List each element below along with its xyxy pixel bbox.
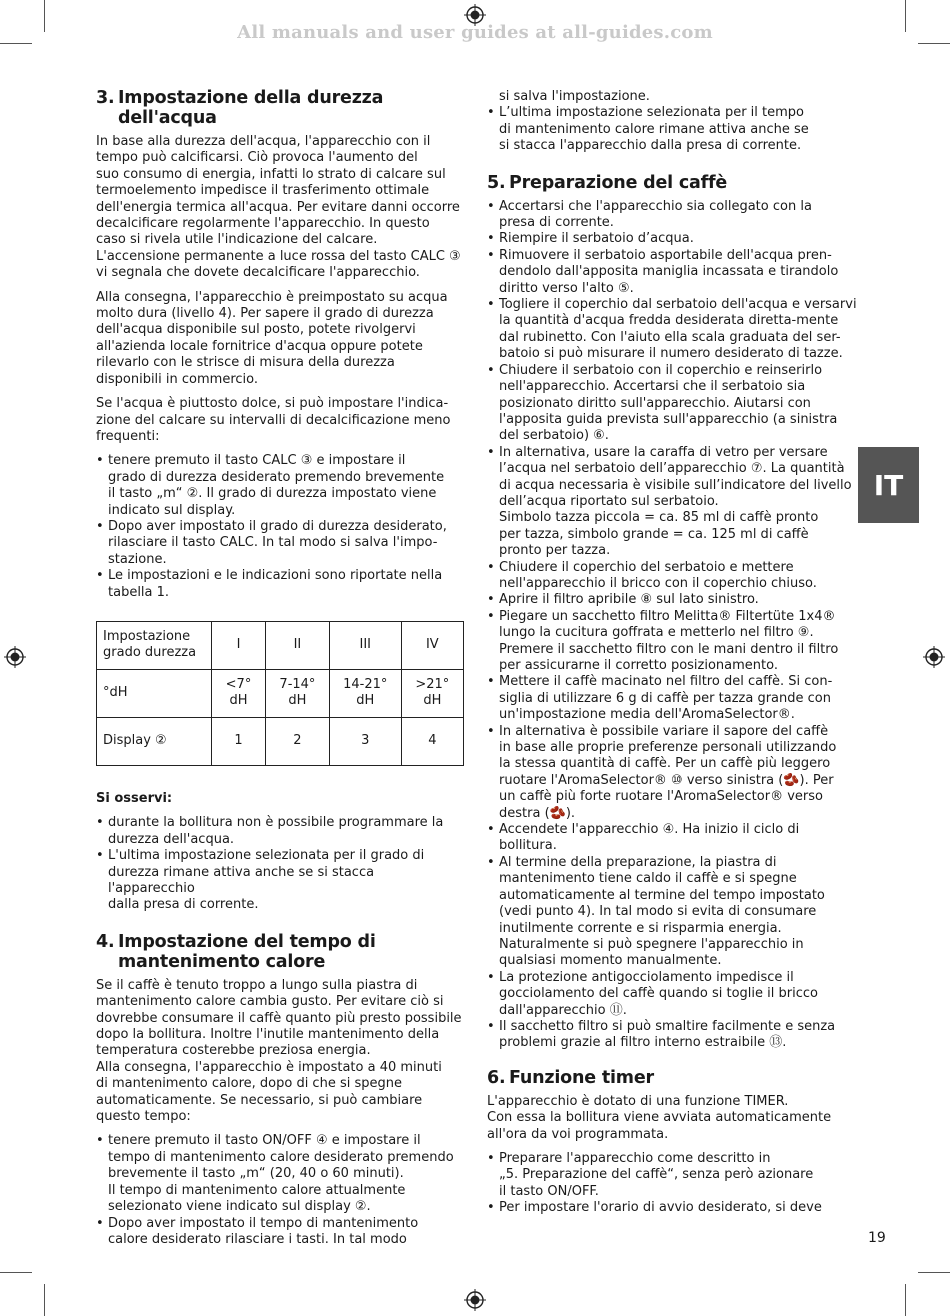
text-line: molto dura (livello 4). Per sapere il grado di durezza [96, 306, 434, 322]
text-line: Dopo aver impostato il tempo di mantenimento [108, 1215, 419, 1231]
text-line: Alla consegna, l'apparecchio è impostato a 40 minuti [96, 1059, 442, 1075]
text-line: rilasciare il tasto CALC. In tal modo si salva l'impo- [108, 535, 438, 551]
right-top-bullet-list [487, 105, 857, 154]
text-line: Mettere il caffè macinato nel filtro del caffè. Si con- [499, 674, 833, 690]
text-line: L'accensione permanente a luce rossa del tasto CALC ③ [96, 248, 461, 264]
table-cell: 3 [329, 717, 401, 765]
text-line: durante la bollitura non è possibile programmare la [108, 815, 444, 831]
text-line: l'apposita guida prevista sull'apparecchio (a sinistra [499, 411, 838, 427]
text-line: dell’acqua riportato sul serbatoio. [499, 493, 719, 509]
list-item [96, 1133, 464, 1215]
text-line: Chiudere il coperchio del serbatoio e mettere [499, 559, 794, 575]
section-5-number: 5. [487, 172, 506, 193]
section-6-paragraph-1 [487, 1094, 857, 1143]
text-line: grado di durezza desiderato premendo brevemente [108, 469, 445, 485]
text-line: inutilmente corrente e si risparmia energia. [499, 920, 782, 936]
section-3-number: 3. [96, 88, 115, 108]
list-item [487, 1200, 857, 1216]
table-cell: II [266, 621, 330, 669]
text-line: frequenti: [96, 428, 160, 444]
list-item [96, 815, 464, 848]
text-line: durezza dell'acqua. [108, 831, 235, 847]
text-line: batoio si può misurare il numero desiderato di tazze. [499, 346, 843, 362]
text-line: Chiudere il serbatoio con il coperchio e reinserirlo [499, 362, 823, 378]
text-line: In alternativa è possibile variare il sapore del caffè [499, 723, 829, 739]
section-3-heading [96, 88, 464, 128]
table-cell: IV [401, 621, 463, 669]
section-3-paragraph-2 [96, 290, 464, 388]
text-line: tenere premuto il tasto CALC ③ e impostare il [108, 453, 406, 469]
table-cell: Impostazione grado durezza [97, 621, 212, 669]
table-cell: 14-21° dH [329, 669, 401, 717]
table-row [97, 669, 464, 717]
list-item [487, 1151, 857, 1200]
text-line: posizionato diritto sull'apparecchio. Aiutarsi con [499, 395, 811, 411]
text-line: indicato sul display. [108, 502, 236, 518]
list-item [487, 445, 857, 560]
text-line: L’ultima impostazione selezionata per il tempo [499, 105, 804, 121]
section-4-title-line1: Impostazione del tempo di [118, 931, 376, 952]
watermark: All manuals and user guides at all-guides.com [237, 22, 713, 43]
table-cell: III [329, 621, 401, 669]
text-line: Al termine della preparazione, la piastra di [499, 854, 777, 870]
list-item [487, 609, 857, 675]
table-cell: >21° dH [401, 669, 463, 717]
text-line: rilevarlo con le strisce di misura della durezza [96, 355, 395, 371]
section-6-number: 6. [487, 1067, 506, 1088]
table-cell: 7-14° dH [266, 669, 330, 717]
text-line: qualsiasi momento manualmente. [499, 953, 722, 969]
list-item [487, 970, 857, 1019]
text-line: dell'acqua disponibile sul posto, potete rivolgervi [96, 322, 416, 338]
text-line: durezza rimane attiva anche se si stacca l'apparecchio [108, 864, 375, 896]
section-3-title-line2: dell'acqua [118, 108, 217, 128]
text-line: di mantenimento calore rimane attiva anche se [499, 121, 809, 137]
section-5-title: Preparazione del caffè [509, 172, 728, 193]
section-4-title-line2: mantenimento calore [118, 951, 326, 972]
registration-mark-icon [464, 1289, 486, 1311]
section-6-bullet-list [487, 1151, 857, 1217]
text-line: questo tempo: [96, 1109, 191, 1125]
text-line: Simbolo tazza piccola = ca. 85 ml di caffè pronto [499, 510, 819, 526]
text-line: selezionato viene indicato sul display ②. [108, 1199, 371, 1215]
section-3-paragraph-1 [96, 134, 464, 282]
page-number: 19 [868, 1230, 886, 1246]
text-line: ruotare l'AromaSelector® ⑩ verso sinistra (🫘). Per [499, 772, 834, 788]
text-line: dell'energia termica all'acqua. Per evitare danni occorre [96, 199, 460, 215]
text-line: Se l'acqua è piuttosto dolce, si può impostare l'indica- [96, 396, 449, 412]
section-3-title-line1: Impostazione della durezza [118, 88, 384, 108]
text-line: all'ora da voi programmata. [487, 1126, 669, 1142]
list-item [487, 855, 857, 970]
list-item [487, 592, 857, 608]
text-line: destra (🫘). [499, 805, 576, 821]
text-line: Togliere il coperchio dal serbatoio dell'acqua e versarvi [499, 297, 857, 313]
table-row [97, 621, 464, 669]
text-line: dal rubinetto. Con l'aiuto ella scala graduata del ser- [499, 329, 841, 345]
list-item [487, 822, 857, 855]
text-line: Se il caffè è tenuto troppo a lungo sulla piastra di [96, 977, 418, 993]
crop-mark [918, 1272, 950, 1273]
text-line: Preparare l'apparecchio come descritto in [499, 1150, 771, 1166]
list-item [487, 231, 857, 247]
section-4-paragraph-1 [96, 978, 464, 1126]
text-line: „5. Preparazione del caffè“, senza però azionare [499, 1167, 814, 1183]
left-column [96, 88, 464, 1256]
text-line: L'ultima impostazione selezionata per il grado di [108, 848, 425, 864]
list-item [487, 560, 857, 593]
text-line: dopo la bollitura. Inoltre l'inutile mantenimento della [96, 1027, 440, 1043]
text-line: Aprire il filtro apribile ⑧ sul lato sinistro. [499, 592, 759, 608]
text-line: brevemente il tasto „m“ (20, 40 o 60 minuti). [108, 1166, 404, 1182]
list-item [487, 724, 857, 822]
text-line: stazione. [108, 551, 167, 567]
list-item [487, 1019, 857, 1052]
text-line: decalcificare regolarmente l'apparecchio. In questo [96, 216, 430, 232]
crop-mark [905, 1284, 906, 1316]
section-4-bullet-list [96, 1133, 464, 1248]
section-6-heading [487, 1068, 857, 1088]
text-line: per assicurarne il corretto posizionamento. [499, 658, 778, 673]
text-line: La protezione antigocciolamento impedisce il [499, 969, 794, 985]
text-line: siglia di utilizzare 6 g di caffè per tazza grande con [499, 690, 831, 706]
list-item [487, 248, 857, 297]
text-line: mantenimento calore cambia gusto. Per evitare ciò si [96, 994, 444, 1010]
text-line: Con essa la bollitura viene avviata automaticamente [487, 1110, 832, 1126]
text-line: Alla consegna, l'apparecchio è preimpostato su acqua [96, 289, 448, 305]
list-item [487, 105, 857, 154]
section-6-title: Funzione timer [509, 1067, 654, 1088]
text-line: dendolo dall'apposita maniglia incassata e tirandolo [499, 264, 839, 280]
text-line: il tasto ON/OFF. [499, 1183, 599, 1199]
table-cell: 1 [212, 717, 266, 765]
text-line: la quantità d'acqua fredda desiderata diretta-mente [499, 313, 839, 329]
text-line: temperatura costerebbe preziosa energia. [96, 1043, 371, 1059]
list-item [96, 519, 464, 568]
text-line: tempo di mantenimento calore desiderato premendo [108, 1149, 454, 1165]
crop-mark [0, 1272, 32, 1273]
table-row [97, 717, 464, 765]
text-line: tenere premuto il tasto ON/OFF ④ e impostare il [108, 1133, 421, 1149]
text-line: Dopo aver impostato il grado di durezza desiderato, [108, 518, 447, 534]
text-line: Per impostare l'orario di avvio desiderato, si deve [499, 1200, 822, 1216]
crop-mark [44, 1284, 45, 1316]
text-line: la stessa quantità di caffè. Per un caffè più leggero [499, 756, 831, 772]
list-item [487, 674, 857, 723]
section-4-number: 4. [96, 931, 115, 952]
text-line: per tazza, simbolo grande = ca. 125 ml di caffè [499, 526, 809, 542]
notes-bullet-list [96, 815, 464, 913]
text-line: Accertarsi che l'apparecchio sia collegato con la [499, 198, 812, 214]
text-line: in base alle proprie preferenze personali utilizzando [499, 740, 837, 756]
text-line: Le impostazioni e le indicazioni sono riportate nella [108, 568, 443, 584]
text-line: Riempire il serbatoio d’acqua. [499, 231, 694, 247]
registration-mark-icon [923, 646, 945, 668]
text-line: calore desiderato rilasciare i tasti. In tal modo [108, 1231, 407, 1247]
notes-title: Si osservi: [96, 790, 173, 806]
section-5-bullet-list [487, 199, 857, 1052]
list-item [96, 1216, 464, 1249]
text-line: automaticamente al termine del tempo impostato [499, 887, 825, 903]
text-line: un'impostazione media dell'AromaSelector®. [499, 707, 795, 723]
text-line: suo consumo di energia, infatti lo strato di calcare sul [96, 166, 446, 182]
list-item [487, 363, 857, 445]
text-line: Piegare un sacchetto filtro Melitta® Filtertüte 1x4® [499, 608, 836, 624]
text-line: gocciolamento del caffè quando si toglie il bricco [499, 986, 818, 1002]
text-line: caso si rivela utile l'indicazione del calcare. [96, 232, 378, 248]
table-cell: °dH [97, 669, 212, 717]
text-line: nell'apparecchio il bricco con il coperchio chiuso. [499, 575, 817, 591]
text-line: dovrebbe consumare il caffè quanto più presto possibile [96, 1010, 462, 1026]
list-item [96, 568, 464, 601]
text-line: presa di corrente. [499, 215, 614, 231]
text-line: tabella 1. [108, 584, 170, 600]
text-line: Premere il sacchetto filtro con le mani dentro il filtro [499, 641, 839, 657]
crop-mark [0, 43, 32, 44]
table-cell: I [212, 621, 266, 669]
text-line: problemi grazie al filtro interno estraibile ⑬. [499, 1035, 787, 1051]
table-cell: <7° dH [212, 669, 266, 717]
text-line: pronto per tazza. [499, 543, 611, 559]
table-cell: 2 [266, 717, 330, 765]
hardness-table [96, 621, 464, 766]
continuation-line: si salva l'impostazione. [499, 89, 650, 104]
text-line: nell'apparecchio. Accertarsi che il serbatoio sia [499, 379, 806, 395]
text-line: bollitura. [499, 838, 557, 854]
text-line: In alternativa, usare la caraffa di vetro per versare [499, 444, 828, 460]
list-item [487, 297, 857, 363]
section-5-heading [487, 173, 857, 193]
text-line: diritto verso l'alto ⑤. [499, 280, 634, 296]
language-tab: IT [858, 447, 919, 523]
text-line: di mantenimento calore, dopo di che si spegne [96, 1076, 402, 1092]
crop-mark [905, 0, 906, 32]
text-line: automaticamente. Se necessario, si può cambiare [96, 1092, 423, 1108]
text-line: (vedi punto 4). In tal modo si evita di consumare [499, 904, 817, 920]
text-line: si stacca l'apparecchio dalla presa di corrente. [499, 138, 802, 154]
text-line: disponibili in commercio. [96, 371, 258, 387]
text-line: Il tempo di mantenimento calore attualmente [108, 1182, 406, 1198]
registration-mark-icon [464, 4, 486, 26]
list-item [96, 453, 464, 519]
text-line: all'azienda locale fornitrice d'acqua oppure potete [96, 338, 423, 354]
text-line: Accendete l'apparecchio ④. Ha inizio il ciclo di [499, 822, 800, 838]
text-line: tempo può calcificarsi. Ciò provoca l'aumento del [96, 150, 418, 166]
text-line: In base alla durezza dell'acqua, l'apparecchio con il [96, 134, 431, 149]
text-line: Naturalmente si può spegnere l'apparecchio in [499, 936, 804, 952]
text-line: zione del calcare su intervalli di decalcificazione meno [96, 412, 451, 428]
text-line: termoelemento impedisce il trasferimento ottimale [96, 183, 430, 199]
text-line: un caffè più forte ruotare l'AromaSelector® verso [499, 789, 823, 805]
section-4-heading [96, 932, 464, 972]
text-line: dall'apparecchio ⑪. [499, 1002, 627, 1018]
text-line: mantenimento tiene caldo il caffè e si spegne [499, 871, 797, 887]
text-line: L'apparecchio è dotato di una funzione TIMER. [487, 1093, 789, 1109]
text-line: il tasto „m“ ②. Il grado di durezza impostato viene [108, 486, 437, 502]
text-line: vi segnala che dovete decalcificare l'apparecchio. [96, 265, 420, 281]
text-line: Il sacchetto filtro si può smaltire facilmente e senza [499, 1018, 836, 1034]
crop-mark [918, 43, 950, 44]
text-line: di acqua necessaria è visibile sull’indicatore del livello [499, 477, 852, 493]
table-cell: Display ② [97, 717, 212, 765]
right-column [487, 89, 857, 1225]
text-line: del serbatoio) ⑥. [499, 428, 609, 444]
text-line: dalla presa di corrente. [108, 897, 259, 913]
crop-mark [44, 0, 45, 32]
registration-mark-icon [4, 646, 26, 668]
text-line: Rimuovere il serbatoio asportabile dell'acqua pren- [499, 247, 832, 263]
list-item [487, 199, 857, 232]
section-3-bullet-list [96, 453, 464, 601]
text-line: lungo la cucitura goffrata e metterlo nel filtro ⑨. [499, 625, 814, 641]
table-cell: 4 [401, 717, 463, 765]
list-item [96, 848, 464, 914]
text-line: l’acqua nel serbatoio dell’apparecchio ⑦. La quantità [499, 461, 845, 477]
section-3-paragraph-3 [96, 396, 464, 445]
